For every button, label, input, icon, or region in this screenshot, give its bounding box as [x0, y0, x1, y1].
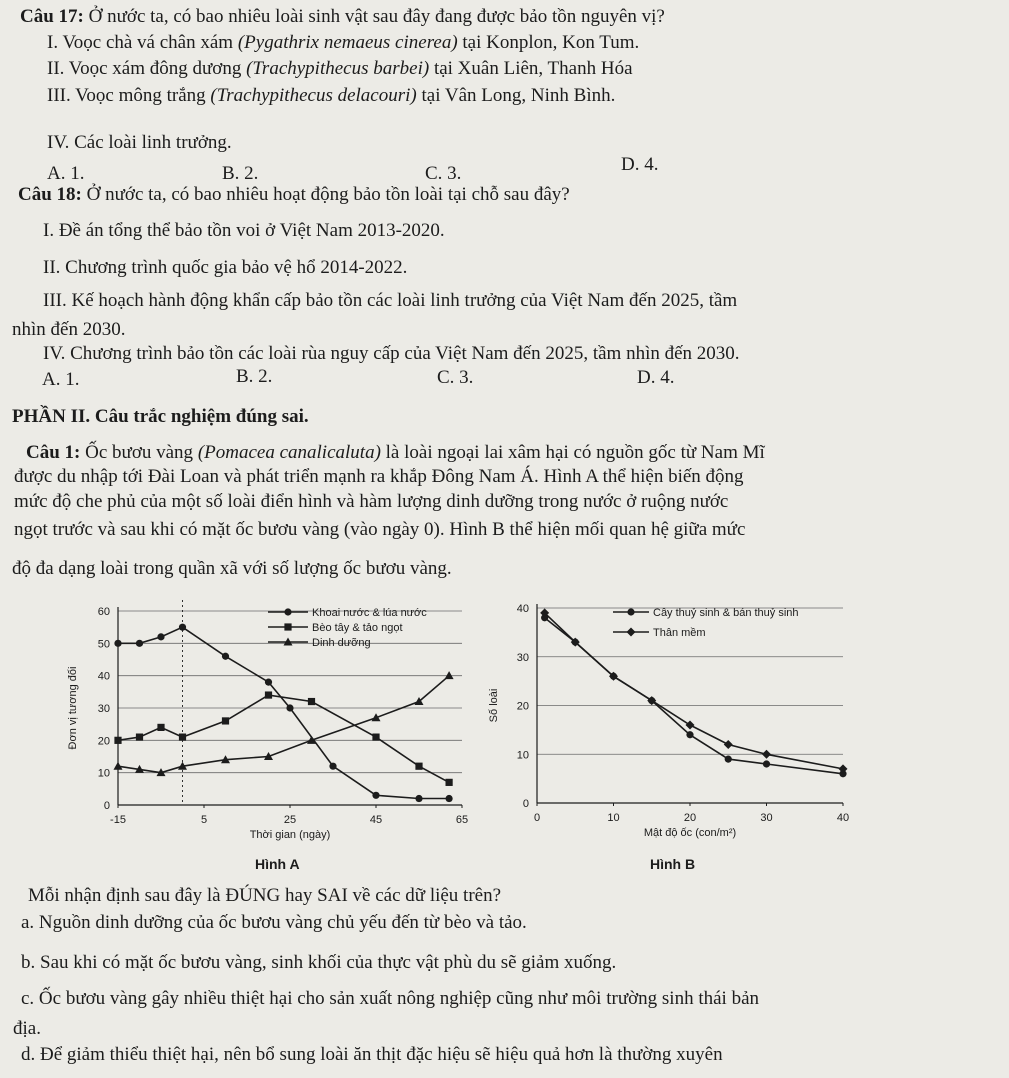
data-point: [265, 679, 272, 686]
data-point: [686, 731, 693, 738]
q18-label: Câu 18:: [18, 184, 82, 205]
x-axis-title: Thời gian (ngày): [249, 829, 331, 841]
y-tick-label: 20: [97, 735, 110, 748]
data-point: [724, 740, 733, 749]
x-tick-label: -15: [110, 814, 126, 826]
y-tick-label: 60: [97, 606, 110, 618]
q1-line-3: mức độ che phủ của một số loài điển hình và hàm lượng dinh dưỡng trong nước ở ruộng nước: [14, 491, 729, 512]
q17-option-c[interactable]: C. 3.: [425, 163, 462, 184]
figure-a-chart: [0, 592, 490, 872]
data-point: [762, 750, 771, 759]
data-point: [286, 704, 293, 711]
q17-stem: Câu 17: Ở nước ta, có bao nhiêu loài sinh vật sau đây đang được bảo tồn nguyên vị?: [20, 6, 665, 27]
q17-option-a[interactable]: A. 1.: [47, 163, 85, 184]
y-tick-label: 40: [516, 603, 529, 615]
legend-marker: [627, 608, 634, 615]
data-point: [157, 633, 164, 640]
y-axis-title: Đơn vị tương đối: [67, 666, 79, 750]
x-tick-label: 10: [607, 812, 620, 824]
series-line-3: [118, 676, 449, 773]
statement-d[interactable]: d. Để giảm thiểu thiệt hại, nên bổ sung loài ăn thịt đặc hiệu sẽ hiệu quả hơn là thường xuyên: [21, 1044, 723, 1065]
data-point: [222, 717, 229, 724]
statement-a[interactable]: a. Nguồn dinh dưỡng của ốc bươu vàng chủ yếu đến từ bèo và tảo.: [21, 912, 527, 933]
legend-marker: [627, 628, 636, 637]
y-tick-label: 40: [97, 670, 110, 683]
data-point: [308, 698, 315, 705]
q1-line-4: ngọt trước và sau khi có mặt ốc bươu vàng (vào ngày 0). Hình B thể hiện mối quan hệ giữa mức: [14, 519, 746, 540]
legend-label: Dinh dưỡng: [312, 637, 371, 649]
q18-item-2: II. Chương trình quốc gia bảo vệ hổ 2014-2022.: [43, 257, 408, 278]
y-tick-label: 10: [97, 767, 110, 780]
data-point: [157, 724, 164, 731]
legend-label: Khoai nước & lúa nước: [312, 607, 427, 619]
y-tick-label: 20: [516, 700, 529, 713]
figure-a-caption: Hình A: [255, 856, 300, 872]
data-point: [763, 760, 770, 767]
y-tick-label: 50: [97, 638, 110, 651]
q17-item-4: IV. Các loài linh trưởng.: [47, 132, 232, 153]
legend-marker: [284, 608, 291, 615]
series-line-1: [545, 618, 843, 774]
q17-option-b[interactable]: B. 2.: [222, 163, 259, 184]
statement-c-cont: địa.: [13, 1018, 41, 1039]
x-tick-label: 45: [369, 814, 383, 826]
data-point: [329, 763, 336, 770]
data-point: [372, 792, 379, 799]
x-tick-label: 25: [283, 814, 297, 826]
q18-option-c[interactable]: C. 3.: [437, 367, 474, 388]
q18-item-4: IV. Chương trình bảo tồn các loài rùa nguy cấp của Việt Nam đến 2025, tầm nhìn đến 2030.: [43, 343, 740, 364]
q1-line-1: Câu 1: Ốc bươu vàng (Pomacea canalicaluta) là loài ngoại lai xâm hại có nguồn gốc từ Nam Mĩ: [26, 442, 765, 463]
x-tick-label: 30: [760, 812, 773, 824]
x-tick-label: 5: [200, 814, 208, 826]
data-point: [445, 671, 454, 679]
q1-line-2: được du nhập tới Đài Loan và phát triển mạnh ra khắp Đông Nam Á. Hình A thể hiện biến động: [14, 466, 744, 487]
statement-c[interactable]: c. Ốc bươu vàng gây nhiều thiệt hại cho sản xuất nông nghiệp cũng như môi trường sinh thái bản: [21, 988, 760, 1009]
y-tick-label: 0: [103, 800, 110, 812]
q18-option-b[interactable]: B. 2.: [236, 366, 273, 387]
data-point: [446, 795, 453, 802]
data-point: [372, 734, 379, 741]
legend-label: Bèo tây & tảo ngọt: [312, 622, 403, 634]
data-point: [446, 779, 453, 786]
y-tick-label: 30: [97, 703, 110, 715]
x-tick-label: 0: [533, 812, 541, 824]
x-tick-label: 65: [455, 814, 469, 826]
data-point: [114, 762, 123, 770]
part2-heading: PHẦN II. Câu trắc nghiệm đúng sai.: [12, 406, 309, 427]
x-axis-title: Mật độ ốc (con/m²): [643, 827, 737, 839]
data-point: [136, 640, 143, 647]
data-point: [222, 653, 229, 660]
y-tick-label: 10: [516, 749, 529, 762]
y-tick-label: 30: [516, 651, 529, 664]
q18-option-d[interactable]: D. 4.: [637, 367, 675, 388]
statements-prompt: Mỗi nhận định sau đây là ĐÚNG hay SAI về các dữ liệu trên?: [28, 885, 502, 906]
q17-item-1: I. Voọc chà vá chân xám (Pygathrix nemaeus cinerea) tại Konplon, Kon Tum.: [47, 32, 640, 53]
data-point: [686, 721, 695, 730]
data-point: [114, 640, 121, 647]
figure-b-chart: [485, 592, 865, 872]
q17-option-d[interactable]: D. 4.: [621, 154, 659, 175]
statement-b[interactable]: b. Sau khi có mặt ốc bươu vàng, sinh khối của thực vật phù du sẽ giảm xuống.: [21, 952, 617, 973]
q1-line-5: độ đa dạng loài trong quần xã với số lượng ốc bươu vàng.: [12, 558, 452, 579]
legend-label: Thân mềm: [653, 627, 706, 639]
data-point: [114, 737, 121, 744]
x-tick-label: 20: [683, 812, 697, 824]
q18-item-3-cont: nhìn đến 2030.: [12, 319, 126, 340]
data-point: [265, 691, 272, 698]
y-tick-label: 0: [522, 798, 529, 810]
figure-b-caption: Hình B: [650, 856, 696, 872]
q18-stem: Câu 18: Ở nước ta, có bao nhiêu hoạt động bảo tồn loài tại chỗ sau đây?: [18, 184, 570, 205]
data-point: [415, 795, 422, 802]
data-point: [179, 624, 186, 631]
q17-item-2: II. Voọc xám đông dương (Trachypithecus barbei) tại Xuân Liên, Thanh Hóa: [47, 58, 633, 79]
q18-option-a[interactable]: A. 1.: [42, 369, 80, 390]
y-axis-title: Số loài: [488, 688, 500, 723]
legend-label: Cây thuỷ sinh & bán thuỷ sinh: [653, 607, 799, 619]
q18-item-3: III. Kế hoạch hành động khẩn cấp bảo tồn các loài linh trưởng của Việt Nam đến 2025, tầm: [43, 290, 738, 311]
q17-item-3: III. Voọc mông trắng (Trachypithecus delacouri) tại Vân Long, Ninh Bình.: [47, 85, 616, 106]
q18-item-1: I. Đề án tổng thể bảo tồn voi ở Việt Nam 2013-2020.: [43, 220, 445, 241]
legend-marker: [284, 623, 291, 630]
q17-label: Câu 17:: [20, 6, 84, 27]
data-point: [136, 734, 143, 741]
x-tick-label: 40: [836, 812, 850, 824]
data-point: [415, 763, 422, 770]
data-point: [725, 756, 732, 763]
data-point: [179, 734, 186, 741]
